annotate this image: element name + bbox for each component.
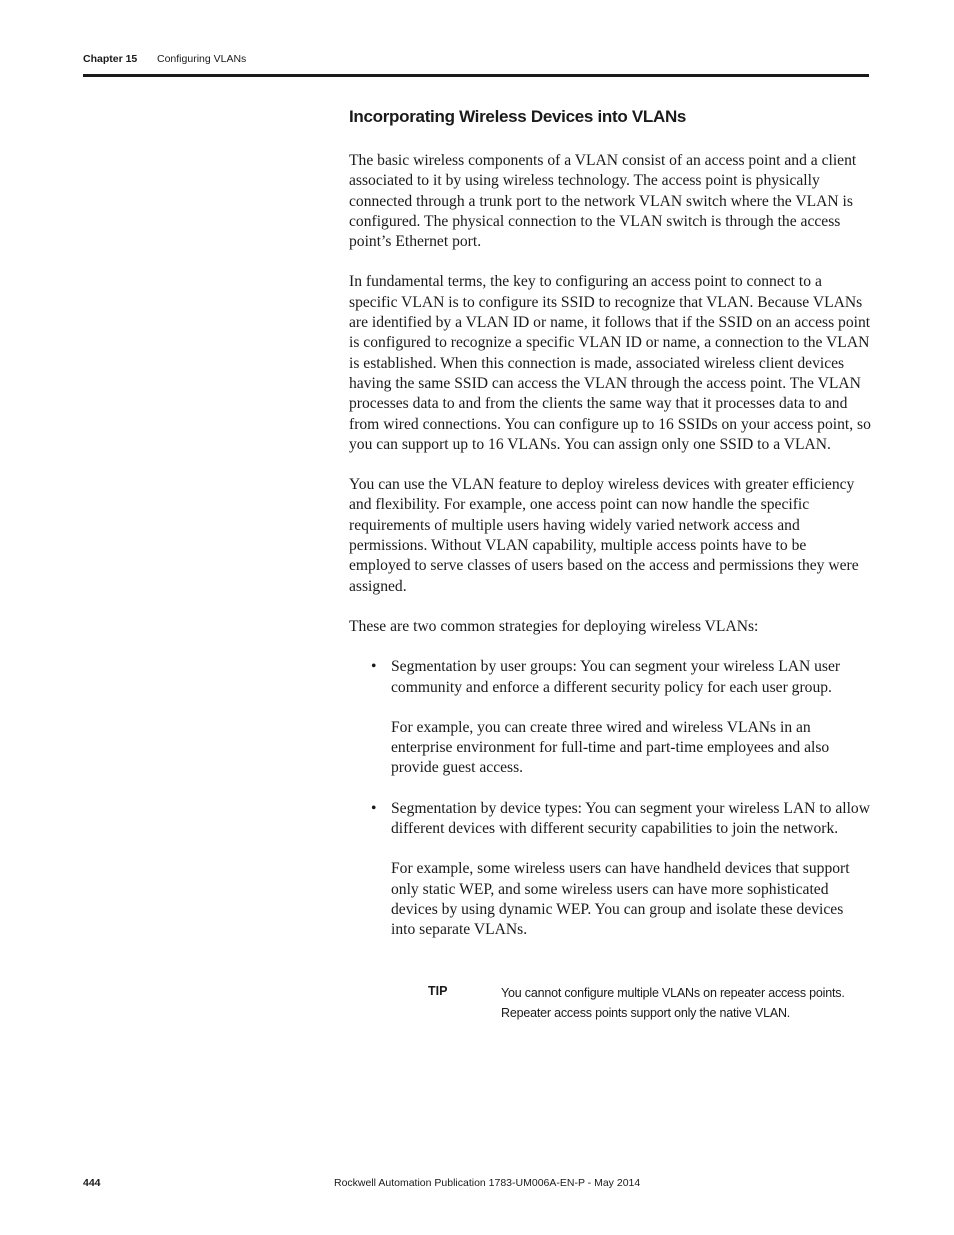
header-rule [83,74,869,77]
paragraph-4: These are two common strategies for deploying wireless VLANs: [349,617,759,635]
paragraph-3: You can use the VLAN feature to deploy wireless devices with greater efficiency and flexibility. For example, one access point can now handle the specific requirements of multiple users having widely varied network access and permissions. Without VLAN capability, multiple access points have to be employed to serve classes of users based on the access and permissions they were assigned. [349,476,859,595]
paragraph-2: In fundamental terms, the key to configuring an access point to connect to a specific VLAN is to configure its SSID to recognize that VLAN. Because VLANs are identified by a VLAN ID or name, it follows that if the SSID on an access point is configured to recognize a specific VLAN ID or name, a connection to the VLAN is established. When this connection is made, associated wireless client devices having the same SSID can access the VLAN through the access point. The VLAN processes data to and from the clients the same way that it processes data to and from wired connections. You can configure up to 16 SSIDs on your access point, so you can support up to 16 VLANs. You can assign only one SSID to a VLAN. [349,273,871,453]
strategy-list [349,657,871,940]
tip-text: You cannot configure multiple VLANs on repeater access points. Repeater access points support only the native VLAN. [501,986,845,1020]
tip-label: TIP [428,984,448,998]
bullet-example: For example, some wireless users can have handheld devices that support only static WEP, and some wireless users can have more sophisticated devices by using dynamic WEP. You can group and isolate these devices into separate VLANs. [391,860,850,939]
publication-info: Rockwell Automation Publication 1783-UM006A-EN-P - May 2014 [334,1177,641,1189]
main-content [349,107,871,961]
list-item [349,657,871,778]
paragraph-1: The basic wireless components of a VLAN consist of an access point and a client associated to it by using wireless technology. The access point is physically connected through a trunk port to the network VLAN switch where the VLAN is configured. The physical connection to the VLAN switch is through the access point’s Ethernet port. [349,152,857,251]
bullet-icon: • [371,658,377,676]
running-header [83,53,247,65]
chapter-title: Configuring VLANs [157,53,247,65]
bullet-text: Segmentation by user groups: You can segment your wireless LAN user community and enforce a different security policy for each user group. [391,658,841,696]
section-heading: Incorporating Wireless Devices into VLANs [349,107,687,126]
bullet-text: Segmentation by device types: You can segment your wireless LAN to allow different devices with different security capabilities to join the network. [391,799,870,838]
bullet-icon: • [371,799,377,817]
list-item [349,799,871,941]
bullet-example: For example, you can create three wired and wireless VLANs in an enterprise environment for full-time and part-time employees and also provide guest access. [391,718,830,777]
page-number: 444 [83,1177,101,1189]
chapter-number: Chapter 15 [83,53,138,65]
